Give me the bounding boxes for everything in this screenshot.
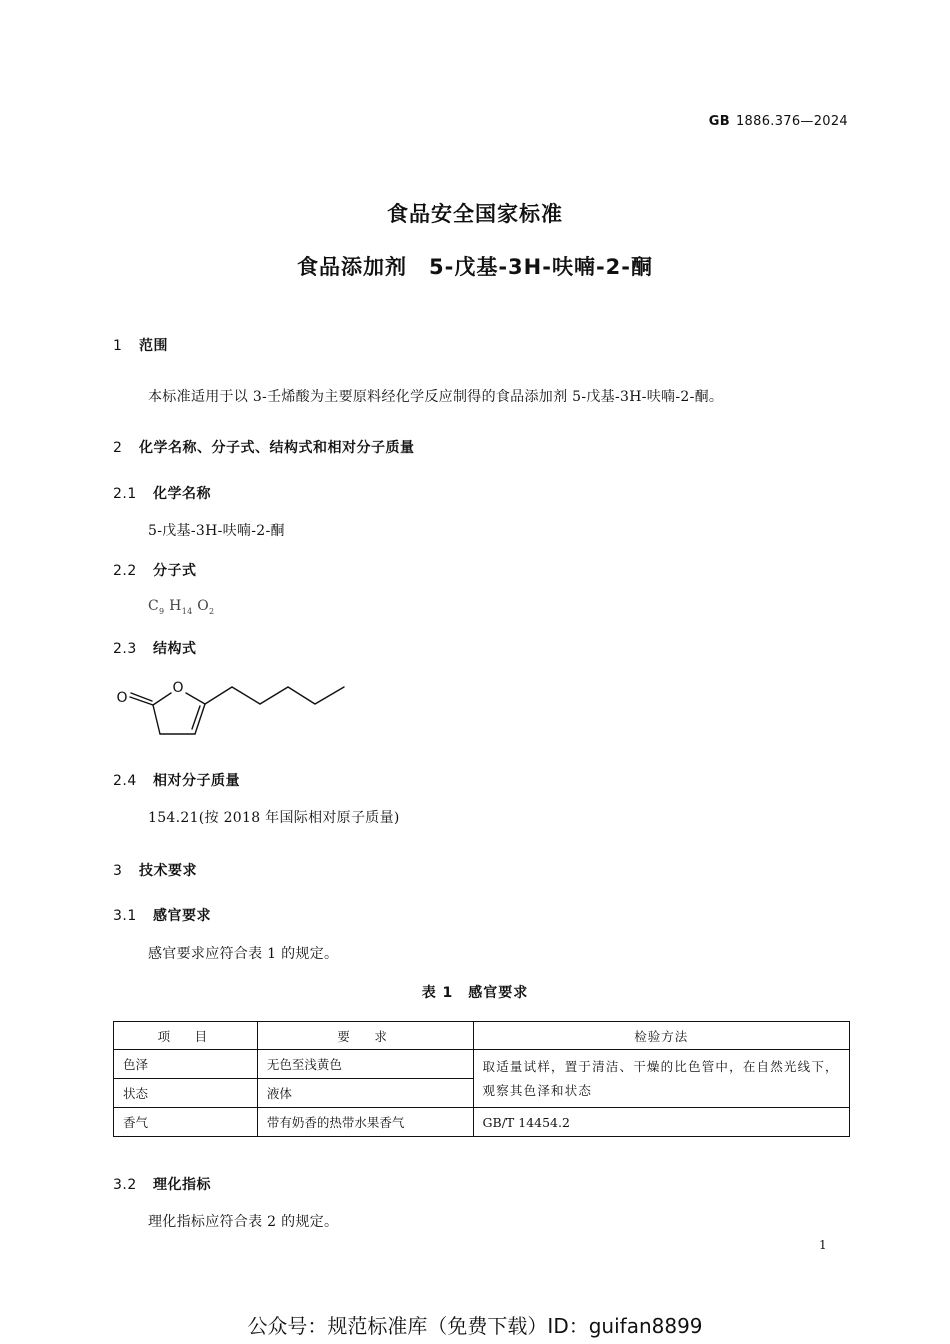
section-2-1-heading: 2.1 化学名称 — [113, 486, 211, 502]
table-1-caption: 表 1 感官要求 — [421, 985, 529, 1001]
bond-carbonyl-double — [131, 693, 152, 701]
main-title: 食品安全国家标准 — [387, 202, 563, 226]
bond-c5-o — [186, 693, 205, 704]
table-cell-requirement: 带有奶香的热带水果香气 — [257, 1108, 473, 1137]
chemical-name: 5-戊基-3H-呋喃-2-酮 — [148, 523, 285, 539]
standard-number: 1886.376—2024 — [735, 114, 848, 129]
column-header-method: 检验方法 — [473, 1022, 849, 1050]
table-cell-item: 香气 — [114, 1108, 258, 1137]
section-1-heading: 1 范围 — [113, 338, 168, 354]
section-2-heading: 2 化学名称、分子式、结构式和相对分子质量 — [113, 440, 415, 456]
table-cell-item: 状态 — [114, 1079, 258, 1108]
table-cell-item: 色泽 — [114, 1050, 258, 1079]
section-3-heading: 3 技术要求 — [113, 863, 197, 879]
structural-formula — [108, 672, 358, 744]
molecular-weight: 154.21(按 2018 年国际相对原子质量) — [148, 810, 400, 826]
bond-c2-c3 — [153, 705, 160, 734]
table-row — [114, 1108, 850, 1137]
section-2-2-heading: 2.2 分子式 — [113, 563, 197, 579]
section-2-3-heading: 2.3 结构式 — [113, 641, 197, 657]
bond-c4-c5-double — [192, 706, 200, 729]
table-cell-requirement: 无色至浅黄色 — [257, 1050, 473, 1079]
bond-o-c2 — [153, 693, 171, 705]
standard-prefix: GB — [708, 114, 730, 129]
section-3-1-text: 感官要求应符合表 1 的规定。 — [148, 946, 339, 962]
section-2-4-heading: 2.4 相对分子质量 — [113, 773, 240, 789]
table-cell-method: GB/T 14454.2 — [473, 1108, 849, 1137]
section-1-text: 本标准适用于以 3-壬烯酸为主要原料经化学反应制得的食品添加剂 5-戊基-3H-呋喃-2-酮。 — [148, 389, 724, 405]
molecular-formula: $C_9$ $H_{14}$ $O_2$ — [148, 598, 215, 616]
section-3-1-heading: 3.1 感官要求 — [113, 908, 211, 924]
section-3-2-text: 理化指标应符合表 2 的规定。 — [148, 1214, 339, 1230]
page-number: 1 — [819, 1238, 827, 1252]
standard-code — [709, 114, 848, 129]
sub-title: 食品添加剂 5-戊基-3H-呋喃-2-酮 — [297, 255, 653, 279]
pentyl-chain — [205, 687, 344, 704]
footer-watermark: 公众号：规范标准库（免费下载）ID：guifan8899 — [247, 1314, 703, 1338]
ring-oxygen-label: O — [172, 680, 184, 696]
column-header-item: 项 目 — [114, 1022, 258, 1050]
table-row — [114, 1050, 850, 1079]
bond-c4-c5 — [195, 704, 205, 734]
table-cell-requirement: 液体 — [257, 1079, 473, 1108]
table-header-row — [114, 1022, 850, 1050]
section-3-2-heading: 3.2 理化指标 — [113, 1177, 211, 1193]
carbonyl-oxygen-label: O — [116, 690, 128, 706]
table-1 — [113, 1021, 850, 1137]
column-header-requirement: 要 求 — [257, 1022, 473, 1050]
bond-carbonyl — [130, 697, 153, 705]
table-cell-method-merged: 取适量试样，置于清洁、干燥的比色管中，在自然光线下，观察其色泽和状态 — [473, 1050, 849, 1108]
